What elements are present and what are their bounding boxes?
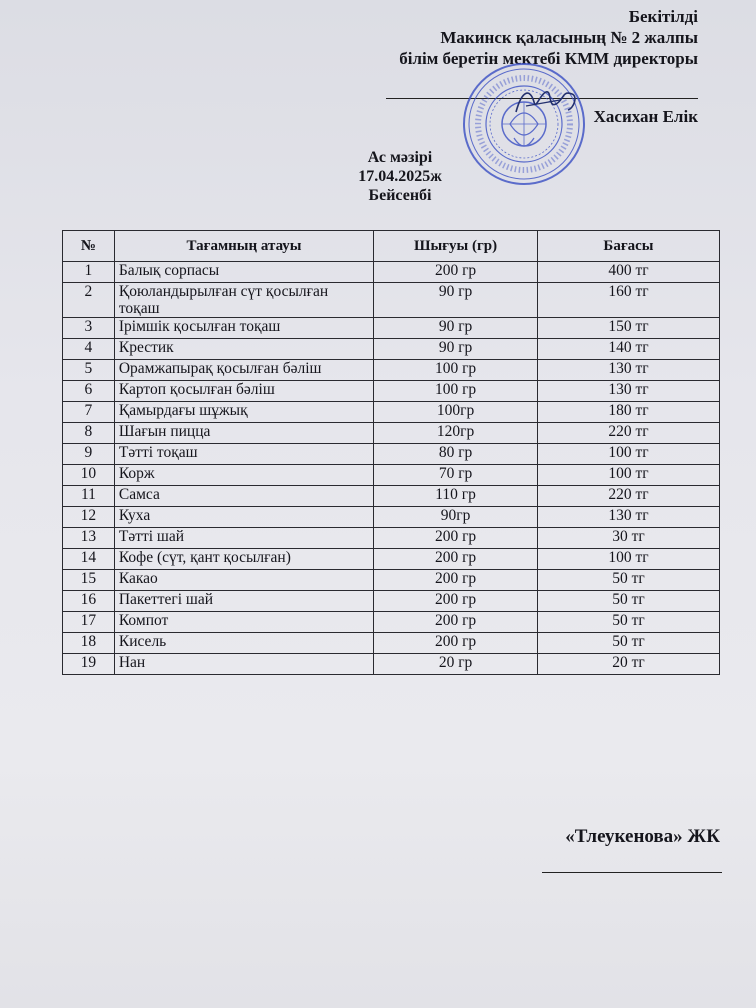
row-weight: 200 гр [374, 549, 538, 570]
table-row [63, 381, 720, 402]
row-dish-name: Қоюландырылған сүт қосылған тоқаш [114, 283, 373, 318]
row-price: 130 тг [537, 381, 719, 402]
row-price: 130 тг [537, 360, 719, 381]
row-price: 400 тг [537, 262, 719, 283]
row-number: 2 [63, 283, 115, 318]
row-weight: 90гр [374, 507, 538, 528]
row-weight: 90 гр [374, 318, 538, 339]
row-weight: 90 гр [374, 283, 538, 318]
row-dish-name: Какао [114, 570, 373, 591]
row-weight: 100 гр [374, 381, 538, 402]
table-row [63, 423, 720, 444]
row-weight: 200 гр [374, 262, 538, 283]
table-row [63, 360, 720, 381]
row-number: 12 [63, 507, 115, 528]
row-dish-name: Ірімшік қосылған тоқаш [114, 318, 373, 339]
row-dish-name: Кофе (сүт, қант қосылған) [114, 549, 373, 570]
row-price: 100 тг [537, 444, 719, 465]
row-number: 16 [63, 591, 115, 612]
row-dish-name: Пакеттегі шай [114, 591, 373, 612]
menu-table-body [63, 262, 720, 675]
row-number: 15 [63, 570, 115, 591]
row-price: 140 тг [537, 339, 719, 360]
row-weight: 100 гр [374, 360, 538, 381]
header-dish-name: Тағамның атауы [114, 231, 373, 262]
row-price: 150 тг [537, 318, 719, 339]
table-header-row [63, 231, 720, 262]
row-dish-name: Шағын пицца [114, 423, 373, 444]
table-row [63, 549, 720, 570]
supplier-name: «Тлеукенова» ЖК [565, 826, 720, 847]
row-weight: 200 гр [374, 591, 538, 612]
row-dish-name: Балық сорпасы [114, 262, 373, 283]
row-number: 5 [63, 360, 115, 381]
approval-line-2: білім беретін мектебі КММ директоры [399, 49, 698, 68]
row-dish-name: Картоп қосылған бәліш [114, 381, 373, 402]
row-dish-name: Нан [114, 654, 373, 675]
row-dish-name: Тәтті тоқаш [114, 444, 373, 465]
table-row [63, 465, 720, 486]
row-number: 13 [63, 528, 115, 549]
row-number: 9 [63, 444, 115, 465]
row-price: 130 тг [537, 507, 719, 528]
header-number: № [63, 231, 115, 262]
row-number: 11 [63, 486, 115, 507]
table-row [63, 612, 720, 633]
menu-title: Ас мәзірі [367, 149, 433, 166]
director-signature-icon [512, 84, 582, 120]
row-dish-name: Кисель [114, 633, 373, 654]
row-weight: 80 гр [374, 444, 538, 465]
row-number: 3 [63, 318, 115, 339]
menu-table [62, 230, 720, 675]
row-weight: 200 гр [374, 633, 538, 654]
director-name: Хасихан Елік [593, 107, 698, 126]
row-price: 160 тг [537, 283, 719, 318]
table-row [63, 633, 720, 654]
row-dish-name: Корж [114, 465, 373, 486]
row-price: 50 тг [537, 570, 719, 591]
row-weight: 70 гр [374, 465, 538, 486]
table-row [63, 486, 720, 507]
row-price: 50 тг [537, 612, 719, 633]
row-number: 17 [63, 612, 115, 633]
row-weight: 90 гр [374, 339, 538, 360]
header-weight: Шығуы (гр) [374, 231, 538, 262]
table-row [63, 339, 720, 360]
menu-date: 17.04.2025ж [358, 168, 442, 185]
row-price: 100 тг [537, 465, 719, 486]
table-row [63, 318, 720, 339]
approval-title: Бекітілді [628, 7, 698, 26]
row-dish-name: Крестик [114, 339, 373, 360]
row-weight: 110 гр [374, 486, 538, 507]
row-dish-name: Самса [114, 486, 373, 507]
row-number: 18 [63, 633, 115, 654]
row-price: 20 тг [537, 654, 719, 675]
row-weight: 120гр [374, 423, 538, 444]
row-number: 7 [63, 402, 115, 423]
row-number: 8 [63, 423, 115, 444]
row-dish-name: Орамжапырақ қосылған бәліш [114, 360, 373, 381]
approval-line-1: Макинск қаласының № 2 жалпы [440, 28, 698, 47]
row-number: 4 [63, 339, 115, 360]
row-price: 220 тг [537, 486, 719, 507]
row-dish-name: Компот [114, 612, 373, 633]
row-price: 220 тг [537, 423, 719, 444]
table-row [63, 402, 720, 423]
table-row [63, 591, 720, 612]
row-price: 30 тг [537, 528, 719, 549]
menu-weekday: Бейсенбі [368, 187, 432, 204]
row-price: 50 тг [537, 633, 719, 654]
approval-block [399, 6, 698, 126]
header-price: Бағасы [537, 231, 719, 262]
row-dish-name: Куха [114, 507, 373, 528]
row-weight: 200 гр [374, 570, 538, 591]
supplier-signature-line [542, 872, 722, 873]
row-weight: 100гр [374, 402, 538, 423]
table-row [63, 528, 720, 549]
row-number: 19 [63, 654, 115, 675]
table-row [63, 283, 720, 318]
row-number: 10 [63, 465, 115, 486]
row-price: 50 тг [537, 591, 719, 612]
row-weight: 20 гр [374, 654, 538, 675]
row-price: 180 тг [537, 402, 719, 423]
row-number: 14 [63, 549, 115, 570]
row-price: 100 тг [537, 549, 719, 570]
row-dish-name: Тәтті шай [114, 528, 373, 549]
table-row [63, 507, 720, 528]
table-row [63, 570, 720, 591]
row-dish-name: Қамырдағы шұжық [114, 402, 373, 423]
row-number: 6 [63, 381, 115, 402]
table-row [63, 654, 720, 675]
table-row [63, 444, 720, 465]
row-weight: 200 гр [374, 612, 538, 633]
menu-heading [300, 148, 500, 205]
row-weight: 200 гр [374, 528, 538, 549]
table-row [63, 262, 720, 283]
row-number: 1 [63, 262, 115, 283]
